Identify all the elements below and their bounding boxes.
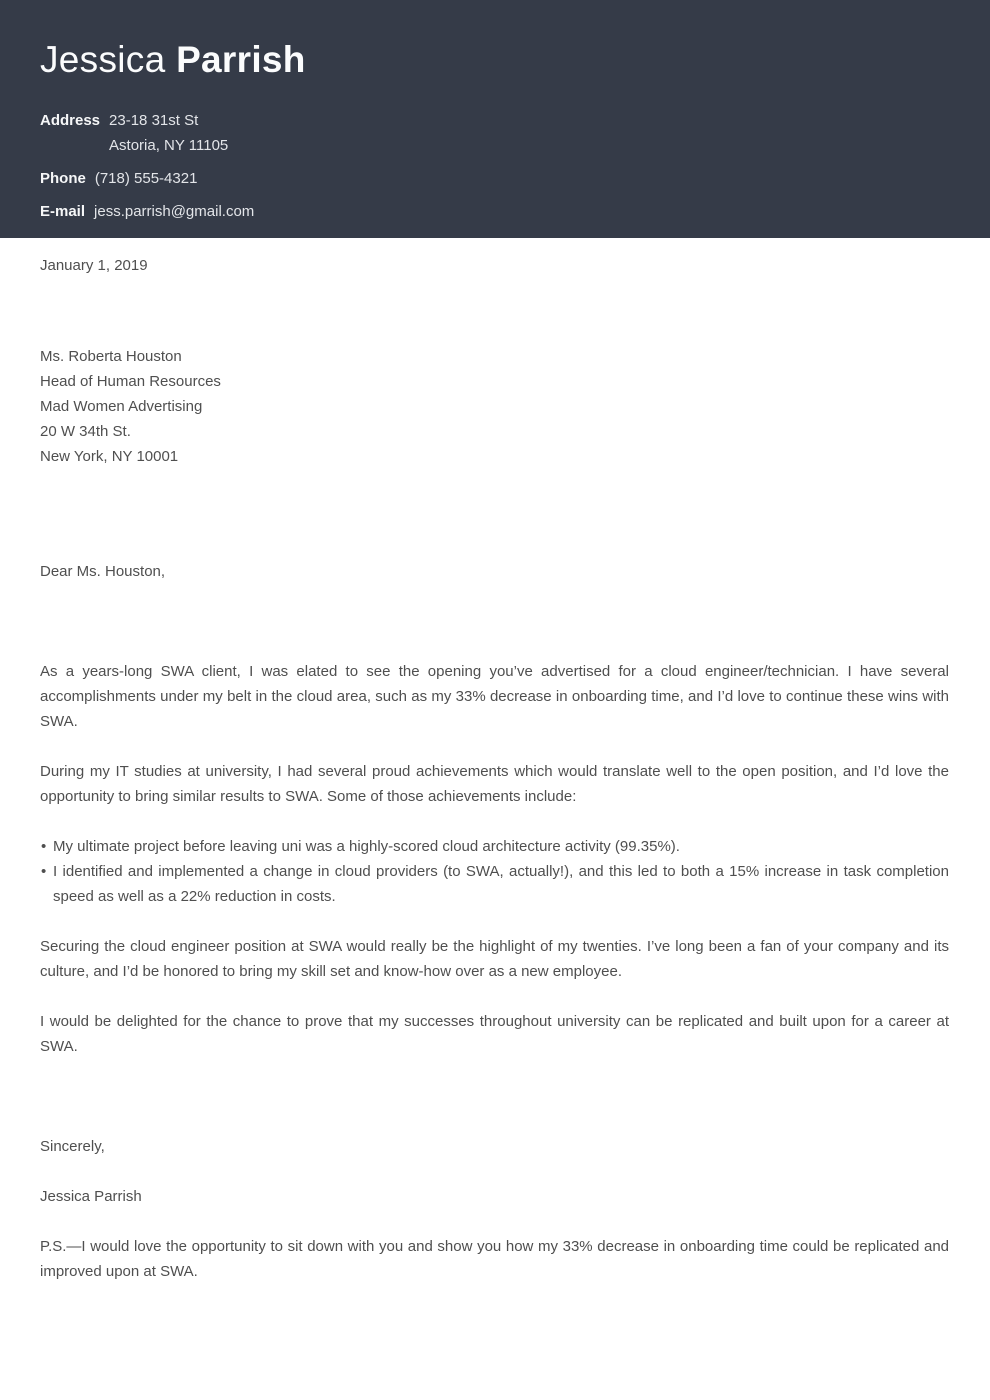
letter-date: January 1, 2019: [40, 257, 148, 274]
contact-address-row: [40, 108, 950, 158]
salutation: Dear Ms. Houston,: [40, 563, 166, 580]
phone-label: Phone: [40, 170, 86, 187]
letter-header: [0, 0, 990, 238]
contact-email-row: [40, 199, 950, 224]
recipient-city: New York, NY 10001: [40, 448, 179, 465]
address-line-1: 23-18 31st St: [109, 112, 199, 129]
applicant-last-name: Parrish: [176, 39, 306, 80]
signature-name: Jessica Parrish: [40, 1188, 142, 1205]
letter-body: [0, 253, 990, 1284]
achievement-item: • My ultimate project before leaving uni was a highly-scored cloud architecture activity (99.35%).: [40, 834, 949, 859]
address-label: Address: [40, 112, 101, 129]
applicant-first-name: Jessica: [40, 39, 166, 80]
paragraph-intro: As a years-long SWA client, I was elated to see the opening you’ve advertised for a cloud engineer/technician. I have several accomplishments under my belt in the cloud area, such as my 33% decrease in onboarding time, and I’d love to continue these wins with SWA.: [40, 663, 949, 730]
recipient-street: 20 W 34th St.: [40, 423, 131, 440]
address-line-2: Astoria, NY 11105: [109, 137, 229, 154]
recipient-name: Ms. Roberta Houston: [40, 348, 182, 365]
recipient-company: Mad Women Advertising: [40, 398, 203, 415]
postscript: P.S.—I would love the opportunity to sit down with you and show you how my 33% decrease in onboarding time could be replicated and improved upon at SWA.: [40, 1238, 949, 1280]
phone-value: (718) 555-4321: [94, 170, 198, 187]
recipient-title: Head of Human Resources: [40, 373, 221, 390]
email-label: E-mail: [40, 203, 86, 220]
paragraph-achievements-lead: During my IT studies at university, I had several proud achievements which would translate well to the open position, and I’d love the opportunity to bring similar results to SWA. Some of those achievements include:: [40, 763, 949, 805]
contact-info: [40, 108, 950, 224]
applicant-name: [40, 38, 950, 82]
achievement-item: • I identified and implemented a change in cloud providers (to SWA, actually!), and this led to both a 15% increase in task completion speed as well as a 22% reduction in costs.: [40, 859, 949, 909]
email-value: jess.parrish@gmail.com: [94, 203, 255, 220]
paragraph-call-to-action: I would be delighted for the chance to prove that my successes throughout university can be replicated and built upon for a career at SWA.: [40, 1013, 949, 1055]
closing: Sincerely,: [40, 1138, 105, 1155]
recipient-block: [40, 344, 949, 469]
contact-phone-row: [40, 166, 950, 191]
address-value: [109, 108, 228, 158]
achievements-list: [40, 834, 949, 909]
paragraph-motivation: Securing the cloud engineer position at SWA would really be the highlight of my twenties. I’ve long been a fan of your company and its culture, and I’d be honored to bring my skill set and know-how over as a new employee.: [40, 938, 949, 980]
